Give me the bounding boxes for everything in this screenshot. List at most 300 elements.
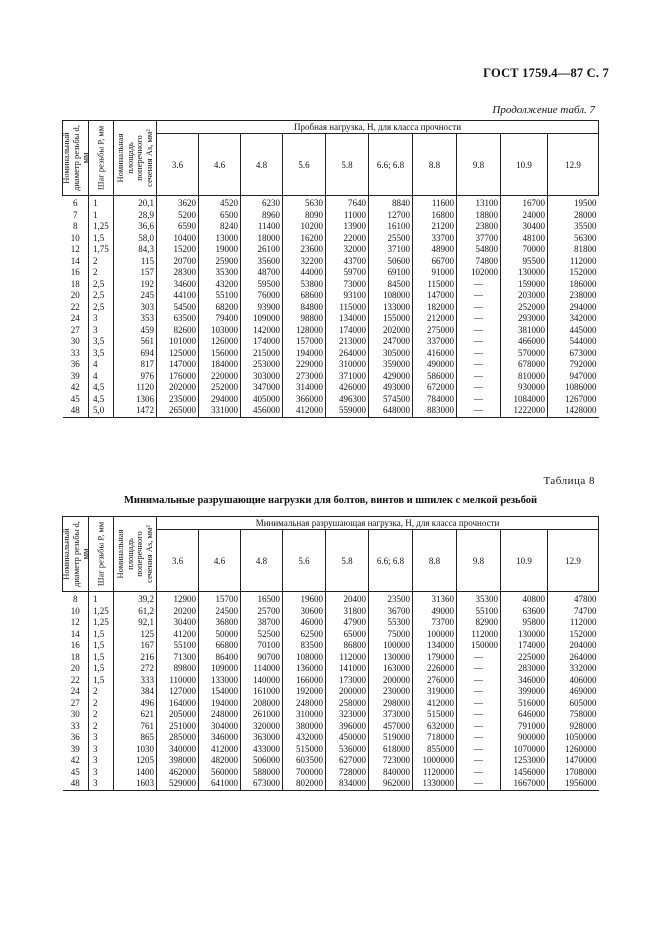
table-cell: 130000 (369, 652, 413, 664)
table-cell: 47800 (548, 592, 599, 606)
strength-class-header: 5.6 (283, 530, 326, 592)
strength-class-header: 8.8 (413, 134, 457, 196)
table-cell: 142000 (241, 325, 283, 337)
table-cell: 1050000 (548, 732, 599, 744)
table-cell: 2,5 (89, 279, 114, 291)
table-row (63, 592, 599, 606)
table-cell: 192 (114, 279, 157, 291)
table-cell: 2 (89, 686, 114, 698)
table-cell: 496300 (326, 394, 369, 406)
table-cell: 13900 (326, 221, 369, 233)
table-cell: 544000 (548, 336, 599, 348)
table-cell: 212000 (413, 313, 457, 325)
table-cell: 817 (114, 359, 157, 371)
table-cell: 18000 (241, 233, 283, 245)
table-cell: 723000 (369, 755, 413, 767)
table-cell: 20,1 (114, 196, 157, 210)
table-cell: 12 (70, 244, 80, 254)
table-cell: 112000 (457, 629, 501, 641)
column-header-pitch: Шаг резьбы P, мм (89, 121, 114, 196)
strength-class-header: 4.6 (199, 134, 241, 196)
table-cell: 516000 (501, 698, 548, 710)
table-cell: 310000 (283, 709, 326, 721)
table-cell: 14 (70, 628, 80, 639)
table-cell: 1 (89, 210, 114, 222)
table-cell: 205000 (157, 709, 199, 721)
table-cell: 6230 (241, 196, 283, 210)
table-cell: 14 (70, 255, 80, 266)
table-cell: 28000 (548, 210, 599, 222)
table-cell: 1,75 (89, 244, 114, 256)
table-cell: 248000 (199, 709, 241, 721)
table-cell: 396000 (326, 721, 369, 733)
table-cell: 115 (114, 256, 157, 268)
table-cell: 61,2 (114, 606, 157, 618)
table-cell: 3 (89, 732, 114, 744)
table-cell: 112000 (326, 652, 369, 664)
table-cell: 4,5 (89, 394, 114, 406)
table-cell: 976 (114, 371, 157, 383)
table-cell: 44100 (157, 290, 199, 302)
table-cell: 293000 (501, 313, 548, 325)
table-cell: 71300 (157, 652, 199, 664)
table-cell: 30600 (283, 606, 326, 618)
table-cell: 1260000 (548, 744, 599, 756)
table-cell: — (457, 675, 501, 687)
table-cell: 30 (70, 709, 80, 719)
strength-class-header: 3.6 (157, 530, 199, 592)
table-cell: 694 (114, 348, 157, 360)
table-cell: 4 (89, 371, 114, 383)
table-cell: 314000 (283, 382, 326, 394)
table-cell: 618000 (369, 744, 413, 756)
strength-class-header: 8.8 (413, 530, 457, 592)
table-cell: 265000 (157, 405, 199, 417)
table-cell: 35300 (199, 267, 241, 279)
table-cell: 39 (70, 370, 80, 381)
table-cell: 54800 (457, 244, 501, 256)
table-cell: 36 (70, 359, 80, 369)
table-cell: 70000 (501, 244, 548, 256)
table-cell: 127000 (157, 686, 199, 698)
table-cell: 36,6 (114, 221, 157, 233)
table-cell: 39,2 (114, 592, 157, 606)
table-row (63, 686, 599, 698)
table-cell: 13100 (457, 196, 501, 210)
table-cell: 74700 (548, 606, 599, 618)
table-cell: 155000 (369, 313, 413, 325)
table-cell: 25500 (369, 233, 413, 245)
table-cell: 1070000 (501, 744, 548, 756)
table-cell: 156000 (199, 348, 241, 360)
table-row (63, 744, 599, 756)
table-cell: 1,5 (89, 233, 114, 245)
group-header-proof-load: Пробная нагрузка, Н, для класса прочности (157, 121, 599, 134)
table-cell: 3,5 (89, 348, 114, 360)
table-cell: 1,25 (89, 617, 114, 629)
table-cell: 73700 (413, 617, 457, 629)
table-cell: 810000 (501, 371, 548, 383)
table-cell: 1120000 (413, 767, 457, 779)
table-cell: 108000 (283, 652, 326, 664)
table-cell: 134000 (413, 640, 457, 652)
table-cell: 275000 (413, 325, 457, 337)
table-cell: 42 (70, 382, 80, 392)
table-cell: — (457, 382, 501, 394)
table-cell: 429000 (369, 371, 413, 383)
table-cell: — (457, 744, 501, 756)
table-cell: 31800 (326, 606, 369, 618)
table-cell: 1267000 (548, 394, 599, 406)
table-cell: 2 (89, 256, 114, 268)
table-cell: 33700 (413, 233, 457, 245)
table-cell: 28300 (157, 267, 199, 279)
column-header-diameter: Номинальный диаметр резьбы d, мм (63, 121, 89, 196)
table-cell: 12700 (369, 210, 413, 222)
table-cell: 154000 (199, 686, 241, 698)
table-cell: 672000 (413, 382, 457, 394)
table-cell: 25700 (241, 606, 283, 618)
table-cell: 340000 (157, 744, 199, 756)
table-cell: 784000 (413, 394, 457, 406)
table-cell: 18 (70, 651, 80, 662)
table-cell: 167 (114, 640, 157, 652)
table-cell: 373000 (369, 709, 413, 721)
table-cell: 90700 (241, 652, 283, 664)
table-cell: — (457, 371, 501, 383)
table-cell: 6590 (157, 221, 199, 233)
table-row (63, 675, 599, 687)
table-cell: 469000 (548, 686, 599, 698)
table-cell: 110000 (157, 675, 199, 687)
table-cell: 30400 (157, 617, 199, 629)
table-cell: — (457, 663, 501, 675)
table-cell: 81800 (548, 244, 599, 256)
table-cell: 5,0 (89, 405, 114, 417)
table-cell: 1,5 (89, 663, 114, 675)
table-cell: 1708000 (548, 767, 599, 779)
table-cell: — (457, 732, 501, 744)
table-cell: 70100 (241, 640, 283, 652)
table-cell: 208000 (241, 698, 283, 710)
table-cell: 48100 (501, 233, 548, 245)
table-cell: 20200 (157, 606, 199, 618)
table-cell: 456000 (241, 405, 283, 417)
table-cell: 11600 (413, 196, 457, 210)
table-cell: 52500 (241, 629, 283, 641)
table-cell: — (457, 405, 501, 417)
table-cell: 38700 (241, 617, 283, 629)
table-cell: 304000 (199, 721, 241, 733)
table-cell: 35500 (548, 221, 599, 233)
table-cell: 100000 (369, 640, 413, 652)
table-row (63, 767, 599, 779)
table-cell: 10200 (283, 221, 326, 233)
table-cell: 298000 (369, 698, 413, 710)
table-cell: 445000 (548, 325, 599, 337)
table-cell: 331000 (199, 405, 241, 417)
table-cell: 261000 (241, 709, 283, 721)
table-cell: 15200 (157, 244, 199, 256)
table-cell: 59700 (326, 267, 369, 279)
table-cell: 433000 (241, 744, 283, 756)
table-cell: 152000 (548, 267, 599, 279)
table-row (63, 617, 599, 629)
table-cell: 258000 (326, 698, 369, 710)
table-cell: 1667000 (501, 778, 548, 790)
table-cell: 632000 (413, 721, 457, 733)
table-cell: 405000 (241, 394, 283, 406)
table-cell: 10 (70, 605, 80, 616)
table-cell: 3 (89, 767, 114, 779)
table-cell: 35600 (241, 256, 283, 268)
table-cell: 55100 (199, 290, 241, 302)
table-cell: 66800 (199, 640, 241, 652)
strength-class-header: 10.9 (501, 530, 548, 592)
table-cell: 12 (70, 617, 80, 627)
strength-class-header: 6.6; 6.8 (369, 134, 413, 196)
table-cell: 947000 (548, 371, 599, 383)
table-cell: — (457, 359, 501, 371)
table-cell: 93100 (326, 290, 369, 302)
table-cell: 252000 (199, 382, 241, 394)
table-cell: — (457, 686, 501, 698)
table-cell: — (457, 709, 501, 721)
table-cell: 253000 (241, 359, 283, 371)
table-cell: 62500 (283, 629, 326, 641)
table-continuation-label: Продолжение табл. 7 (492, 104, 595, 116)
table-cell: 133000 (199, 675, 241, 687)
table-cell: 840000 (369, 767, 413, 779)
table-cell: 23500 (369, 592, 413, 606)
table-cell: 159000 (501, 279, 548, 291)
table-cell: 272 (114, 663, 157, 675)
table-cell: 23800 (457, 221, 501, 233)
table-cell: 6 (73, 198, 78, 208)
table-cell: 18 (70, 278, 80, 289)
table-cell: 25900 (199, 256, 241, 268)
table-cell: 416000 (413, 348, 457, 360)
table-cell: 22 (70, 301, 80, 312)
table-cell: 16800 (413, 210, 457, 222)
table-cell: 68600 (283, 290, 326, 302)
table-cell: 728000 (326, 767, 369, 779)
table-cell: 30400 (501, 221, 548, 233)
table-cell: 303 (114, 302, 157, 314)
table-cell: 353 (114, 313, 157, 325)
table-cell: 73000 (326, 279, 369, 291)
table-cell: 220000 (199, 371, 241, 383)
table-cell: 3 (89, 325, 114, 337)
table-cell: 673000 (548, 348, 599, 360)
table-cell: 36 (70, 732, 80, 742)
table-cell: — (457, 325, 501, 337)
table-cell: 128000 (283, 325, 326, 337)
table-cell: 59500 (241, 279, 283, 291)
table-cell: 45 (70, 393, 80, 404)
table-cell: 2 (89, 721, 114, 733)
table-cell: 16100 (369, 221, 413, 233)
table-cell: 1253000 (501, 755, 548, 767)
table-cell: 48 (63, 778, 89, 790)
table-cell: 928000 (548, 721, 599, 733)
table-cell: 1306 (114, 394, 157, 406)
table-cell: 36800 (199, 617, 241, 629)
table-cell: 900000 (501, 732, 548, 744)
table-cell: 333 (114, 675, 157, 687)
table-cell: 1,5 (89, 675, 114, 687)
proof-load-table (62, 120, 599, 418)
table-cell: 194000 (283, 348, 326, 360)
table-cell: 58,0 (114, 233, 157, 245)
table-cell: 130000 (501, 629, 548, 641)
table-cell: 103000 (199, 325, 241, 337)
table-cell: 33 (70, 347, 80, 358)
strength-class-header: 4.8 (241, 530, 283, 592)
table-row (63, 755, 599, 767)
table-cell: 125 (114, 629, 157, 641)
table-cell: 24500 (199, 606, 241, 618)
table-row (63, 721, 599, 733)
table-row (63, 371, 599, 383)
table-cell: 134000 (326, 313, 369, 325)
table-cell: 8840 (369, 196, 413, 210)
table-cell: 247000 (369, 336, 413, 348)
group-header-breaking-load: Минимальная разрушающая нагрузка, Н, для класса прочности (157, 517, 599, 530)
column-header-diameter: Номинальный диаметр резьбы d, мм (63, 517, 89, 592)
table-cell: 95500 (501, 256, 548, 268)
table-cell: 215000 (241, 348, 283, 360)
table-cell: 561 (114, 336, 157, 348)
table-cell: 157 (114, 267, 157, 279)
table-cell: 1,5 (89, 652, 114, 664)
table-cell: 3 (89, 313, 114, 325)
table-cell: 381000 (501, 325, 548, 337)
table-cell: 36700 (369, 606, 413, 618)
table-cell: 136000 (283, 663, 326, 675)
table-cell: 166000 (283, 675, 326, 687)
table-cell: 75000 (369, 629, 413, 641)
table-cell: 761 (114, 721, 157, 733)
table-cell: 1 (89, 592, 114, 606)
table-row (63, 233, 599, 245)
table-cell: 20700 (157, 256, 199, 268)
table-cell: 125000 (157, 348, 199, 360)
table-cell: 74800 (457, 256, 501, 268)
table-row (63, 290, 599, 302)
table-cell: 294000 (548, 302, 599, 314)
table-cell: 496 (114, 698, 157, 710)
table-cell: 229000 (283, 359, 326, 371)
table-cell: 412000 (283, 405, 326, 417)
table-cell: 1086000 (548, 382, 599, 394)
table-cell: 347000 (241, 382, 283, 394)
table-cell: 371000 (326, 371, 369, 383)
table-row (63, 709, 599, 721)
table-cell: 384 (114, 686, 157, 698)
table-cell: 1030 (114, 744, 157, 756)
table-cell: 109000 (199, 663, 241, 675)
table-cell: 174000 (501, 640, 548, 652)
table-cell: 1120 (114, 382, 157, 394)
table-cell: 157000 (283, 336, 326, 348)
table-cell: 28,9 (114, 210, 157, 222)
table-cell: 89800 (157, 663, 199, 675)
table-cell: 161000 (241, 686, 283, 698)
table-cell: 45 (70, 766, 80, 777)
table-cell: 43700 (326, 256, 369, 268)
table-row (63, 325, 599, 337)
table-cell: 586000 (413, 371, 457, 383)
table-cell: 1205 (114, 755, 157, 767)
table-cell: 570000 (501, 348, 548, 360)
table-cell: 24 (70, 686, 80, 696)
table-cell: — (457, 290, 501, 302)
table-cell: 82600 (157, 325, 199, 337)
table-row (63, 698, 599, 710)
table-row (63, 405, 599, 417)
table-cell: 84800 (283, 302, 326, 314)
table-cell: 264000 (326, 348, 369, 360)
table-cell: 56300 (548, 233, 599, 245)
table-cell: 758000 (548, 709, 599, 721)
table-cell: — (457, 778, 501, 790)
table-cell: 109000 (241, 313, 283, 325)
table-cell: 506000 (241, 755, 283, 767)
table-cell: 855000 (413, 744, 457, 756)
table-cell: 332000 (548, 663, 599, 675)
table-cell: 678000 (501, 359, 548, 371)
table-cell: 35300 (457, 592, 501, 606)
table-row (63, 629, 599, 641)
table-cell: 91000 (413, 267, 457, 279)
table-cell: 46000 (283, 617, 326, 629)
table-cell: 15700 (199, 592, 241, 606)
table-row (63, 640, 599, 652)
table-cell: 519000 (369, 732, 413, 744)
table-row (63, 210, 599, 222)
table-cell: 200000 (326, 686, 369, 698)
table-row (63, 302, 599, 314)
column-header-area: Номинальная площадь поперечного сечения As, мм² (114, 517, 157, 592)
table-row (63, 196, 599, 210)
table-cell: 1222000 (501, 405, 548, 417)
table-cell: 10 (70, 232, 80, 243)
table-cell: 603500 (283, 755, 326, 767)
page-header: ГОСТ 1759.4—87 С. 7 (483, 66, 609, 80)
table-cell: 16 (70, 640, 80, 650)
table-cell: 412000 (199, 744, 241, 756)
table-cell: 86800 (326, 640, 369, 652)
table-cell: 285000 (157, 732, 199, 744)
table-cell: 26100 (241, 244, 283, 256)
table-cell: 112000 (548, 256, 599, 268)
table-cell: 147000 (157, 359, 199, 371)
table-cell: 1330000 (413, 778, 457, 790)
table-cell: 276000 (413, 675, 457, 687)
table-cell: 865 (114, 732, 157, 744)
table-cell: 66700 (413, 256, 457, 268)
table-cell: 49000 (413, 606, 457, 618)
table-caption: Минимальные разрушающие нагрузки для болтов, винтов и шпилек с мелкой резьбой (123, 495, 538, 506)
table-cell: 337000 (413, 336, 457, 348)
table-cell: 627000 (326, 755, 369, 767)
table-cell: 342000 (548, 313, 599, 325)
table-row (63, 663, 599, 675)
table-cell: 79400 (199, 313, 241, 325)
strength-class-header: 5.8 (326, 530, 369, 592)
table-cell: 216 (114, 652, 157, 664)
